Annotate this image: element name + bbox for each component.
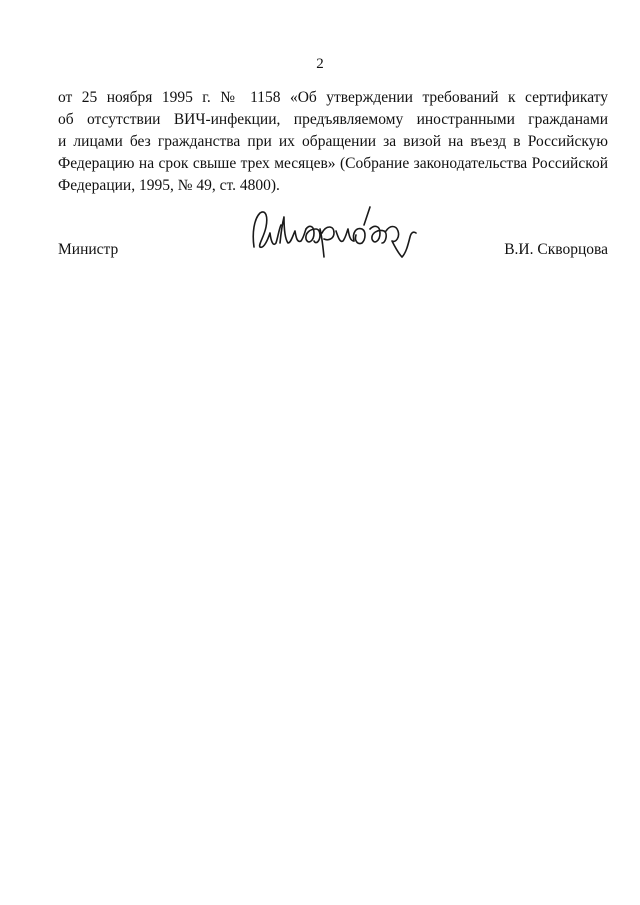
body-line: об отсутствии ВИЧ-инфекции, предъявляемому иностранными гражданами bbox=[58, 111, 608, 128]
page-number: 2 bbox=[316, 56, 324, 72]
position-title: Министр bbox=[58, 241, 119, 258]
body-line: и лицами без гражданства при их обращении за визой на въезд в Российскую bbox=[58, 133, 608, 150]
body-line: Федерации, 1995, № 49, ст. 4800). bbox=[58, 177, 280, 194]
body-line: Федерацию на срок свыше трех месяцев» (Собрание законодательства Российской bbox=[58, 155, 608, 172]
body-line: от 25 ноября 1995 г. № 1158 «Об утверждении требований к сертификату bbox=[58, 89, 608, 106]
signer-name: В.И. Скворцова bbox=[504, 241, 608, 258]
document-body bbox=[58, 87, 608, 197]
signature-block bbox=[58, 239, 608, 261]
